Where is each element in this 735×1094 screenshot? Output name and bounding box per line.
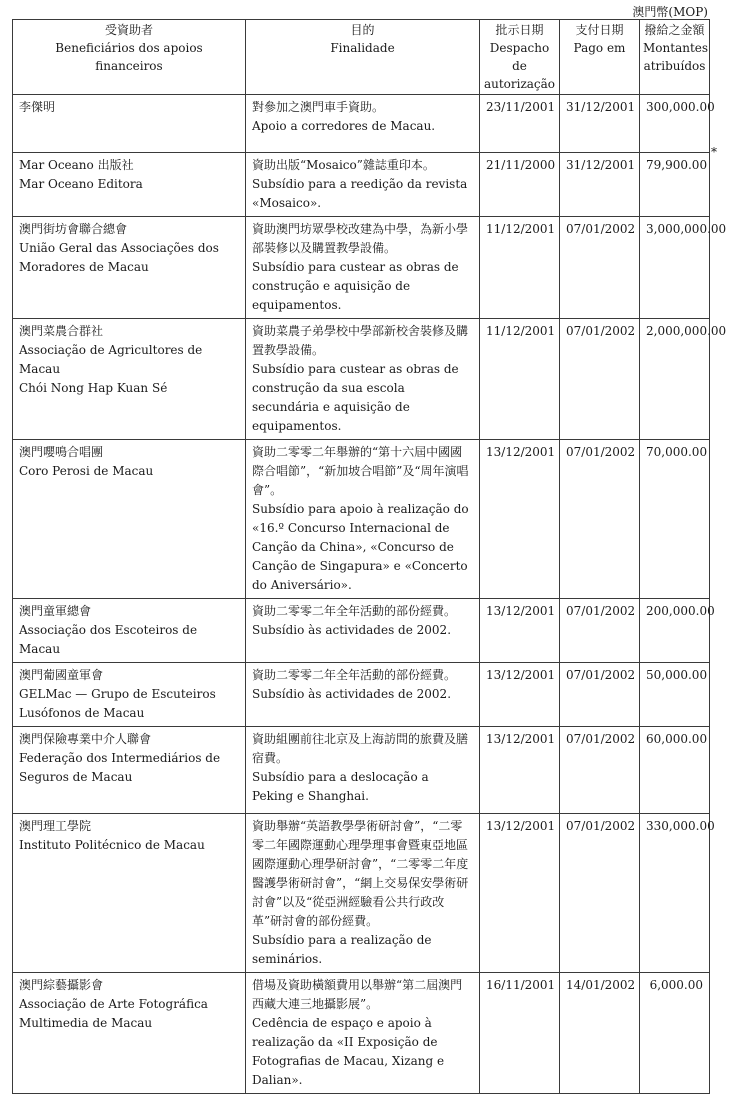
beneficiary-name: GELMac — Grupo de Escuteiros Lusófonos de Macau xyxy=(19,687,216,720)
authorization-date-cell: 11/12/2001 xyxy=(480,217,560,319)
purpose-cell xyxy=(246,727,480,814)
header-purpose-pt: Finalidade xyxy=(330,41,395,55)
beneficiary-name: 澳門保險專業中介人聯會 xyxy=(19,732,152,746)
table-row xyxy=(13,663,710,727)
payment-date-cell: 07/01/2002 xyxy=(560,814,640,973)
beneficiary-cell xyxy=(13,95,246,153)
table-row xyxy=(13,319,710,440)
purpose-zh: 資助二零零二年全年活動的部份經費。 xyxy=(252,668,457,682)
purpose-pt: Subsídio para apoio à realização do «16.º Concurso Internacional de Canção da China», «Concurso de Canção de Singapura» e «Concerto do Aniversário». xyxy=(252,502,469,592)
purpose-cell xyxy=(246,973,480,1094)
beneficiary-name: 澳門嚶鳴合唱團 xyxy=(19,445,104,459)
authorization-date-cell: 13/12/2001 xyxy=(480,440,560,599)
table-row xyxy=(13,727,710,814)
header-authorization-date-pt: Despacho de autorização xyxy=(483,41,556,91)
beneficiary-name: Associação de Arte Fotográfica Multimedia de Macau xyxy=(19,997,208,1030)
payment-date-cell: 14/01/2002 xyxy=(560,973,640,1094)
amount-cell: 6,000.00 xyxy=(640,973,710,1094)
beneficiary-name: Mar Oceano 出版社 xyxy=(19,158,134,172)
payment-date-cell: 07/01/2002 xyxy=(560,440,640,599)
purpose-pt: Subsídio para custear as obras de construção e aquisição de equipamentos. xyxy=(252,260,459,312)
payment-date-cell: 07/01/2002 xyxy=(560,217,640,319)
beneficiary-name: 澳門綜藝攝影會 xyxy=(19,978,104,992)
amount-cell: 79,900.00 xyxy=(640,153,710,217)
purpose-zh: 資助二零零二年全年活動的部份經費。 xyxy=(252,604,457,618)
amount-cell: 60,000.00 xyxy=(640,727,710,814)
authorization-date-cell: 16/11/2001 xyxy=(480,973,560,1094)
header-beneficiary-zh: 受資助者 xyxy=(104,23,153,37)
authorization-date-cell: 13/12/2001 xyxy=(480,663,560,727)
purpose-zh: 借場及資助橫額費用以舉辦“第二屆澳門西藏大連三地攝影展”。 xyxy=(252,978,463,1011)
beneficiary-cell xyxy=(13,319,246,440)
header-beneficiary xyxy=(13,20,246,95)
payment-date-cell: 07/01/2002 xyxy=(560,727,640,814)
purpose-zh: 資助菜農子弟學校中學部新校舍裝修及購置教學設備。 xyxy=(252,324,469,357)
beneficiary-name: Federação dos Intermediários de Seguros de Macau xyxy=(19,751,221,784)
purpose-pt: Subsídio às actividades de 2002. xyxy=(252,623,452,637)
asterisk-marker: * xyxy=(711,145,717,159)
authorization-date-cell: 11/12/2001 xyxy=(480,319,560,440)
header-amount-pt: Montantes atribuídos xyxy=(643,41,709,73)
table-row xyxy=(13,973,710,1094)
table-row xyxy=(13,814,710,973)
subsidy-table xyxy=(12,19,727,1094)
purpose-cell xyxy=(246,319,480,440)
table-body xyxy=(13,95,727,1094)
payment-date-cell: 31/12/2001 xyxy=(560,153,640,217)
purpose-pt: Apoio a corredores de Macau. xyxy=(252,119,436,133)
header-amount xyxy=(640,20,710,95)
beneficiary-name: 澳門童軍總會 xyxy=(19,604,92,618)
purpose-cell xyxy=(246,95,480,153)
purpose-cell xyxy=(246,599,480,663)
currency-label: 澳門幣(MOP) xyxy=(632,5,708,19)
amount-cell: 3,000,000.00 xyxy=(640,217,710,319)
purpose-cell xyxy=(246,217,480,319)
authorization-date-cell: 23/11/2001 xyxy=(480,95,560,153)
beneficiary-cell xyxy=(13,973,246,1094)
authorization-date-cell: 13/12/2001 xyxy=(480,599,560,663)
authorization-date-cell: 13/12/2001 xyxy=(480,814,560,973)
purpose-cell xyxy=(246,440,480,599)
header-payment-date-zh: 支付日期 xyxy=(575,23,624,37)
beneficiary-cell xyxy=(13,599,246,663)
purpose-cell xyxy=(246,814,480,973)
purpose-pt: Subsídio às actividades de 2002. xyxy=(252,687,452,701)
purpose-zh: 資助舉辦“英語教學學術研討會”，“二零零二年國際運動心理學理事會暨東亞地區國際運動心理學研討會”，“二零零二年度醫護學術研討會”，“網上交易保安學術研討會”以及“從亞洲經驗看公共行政改革”研討會的部份經費。 xyxy=(252,819,469,928)
beneficiary-cell xyxy=(13,440,246,599)
beneficiary-cell xyxy=(13,727,246,814)
amount-cell: 200,000.00 xyxy=(640,599,710,663)
purpose-pt: Subsídio para custear as obras de construção da sua escola secundária e aquisição de equipamentos. xyxy=(252,362,459,433)
header-purpose-zh: 目的 xyxy=(350,23,375,37)
amount-cell: 330,000.00 xyxy=(640,814,710,973)
purpose-cell xyxy=(246,153,480,217)
beneficiary-cell xyxy=(13,217,246,319)
beneficiary-name: Chói Nong Hap Kuan Sé xyxy=(19,381,168,395)
purpose-pt: Subsídio para a deslocação a Peking e Shanghai. xyxy=(252,770,429,803)
beneficiary-cell xyxy=(13,663,246,727)
header-authorization-date-zh: 批示日期 xyxy=(495,23,544,37)
purpose-pt: Cedência de espaço e apoio à realização da «II Exposição de Fotografias de Macau, Xizang e Dalian». xyxy=(252,1016,445,1087)
purpose-zh: 對參加之澳門車手資助。 xyxy=(252,100,385,114)
beneficiary-name: Coro Perosi de Macau xyxy=(19,464,154,478)
amount-cell: 2,000,000.00 xyxy=(640,319,710,440)
header-purpose xyxy=(246,20,480,95)
header-amount-zh: 撥給之金額 xyxy=(644,23,705,37)
beneficiary-name: 澳門街坊會聯合總會 xyxy=(19,222,128,236)
purpose-zh: 資助澳門坊眾學校改建為中學，為新小學部裝修以及購置教學設備。 xyxy=(252,222,469,255)
purpose-zh: 資助二零零二年舉辦的“第十六屆中國國際合唱節”，“新加坡合唱節”及“周年演唱會”。 xyxy=(252,445,469,497)
purpose-zh: 資助組團前往北京及上海訪問的旅費及膳宿費。 xyxy=(252,732,469,765)
beneficiary-name: Mar Oceano Editora xyxy=(19,177,143,191)
table-row xyxy=(13,599,710,663)
header-beneficiary-pt: Beneficiários dos apoios financeiros xyxy=(55,41,203,73)
purpose-pt: Subsídio para a reedição da revista «Mosaico». xyxy=(252,177,468,210)
beneficiary-name: União Geral das Associações dos Moradores de Macau xyxy=(19,241,219,274)
header-authorization-date xyxy=(480,20,560,95)
purpose-pt: Subsídio para a realização de seminários. xyxy=(252,933,432,966)
table-row xyxy=(13,153,710,217)
beneficiary-name: 澳門菜農合群社 xyxy=(19,324,104,338)
beneficiary-name: Associação dos Escoteiros de Macau xyxy=(19,623,198,656)
header-row xyxy=(13,20,710,95)
payment-date-cell: 31/12/2001 xyxy=(560,95,640,153)
beneficiary-name: 李傑明 xyxy=(19,100,56,114)
authorization-date-cell: 13/12/2001 xyxy=(480,727,560,814)
beneficiary-name: Associação de Agricultores de Macau xyxy=(19,343,203,376)
table-row xyxy=(13,95,710,153)
beneficiary-name: Instituto Politécnico de Macau xyxy=(19,838,205,852)
header-payment-date xyxy=(560,20,640,95)
purpose-cell xyxy=(246,663,480,727)
table-row xyxy=(13,440,710,599)
purpose-zh: 資助出版“Mosaico”雜誌重印本。 xyxy=(252,158,435,172)
beneficiary-cell xyxy=(13,153,246,217)
amount-cell: 70,000.00 xyxy=(640,440,710,599)
payment-date-cell: 07/01/2002 xyxy=(560,319,640,440)
beneficiary-name: 澳門理工學院 xyxy=(19,819,92,833)
amount-cell: 300,000.00 xyxy=(640,95,710,153)
payment-date-cell: 07/01/2002 xyxy=(560,599,640,663)
header-payment-date-pt: Pago em xyxy=(573,41,626,55)
beneficiary-cell xyxy=(13,814,246,973)
authorization-date-cell: 21/11/2000 xyxy=(480,153,560,217)
amount-cell: 50,000.00 xyxy=(640,663,710,727)
table-row xyxy=(13,217,710,319)
payment-date-cell: 07/01/2002 xyxy=(560,663,640,727)
beneficiary-name: 澳門葡國童軍會 xyxy=(19,668,104,682)
